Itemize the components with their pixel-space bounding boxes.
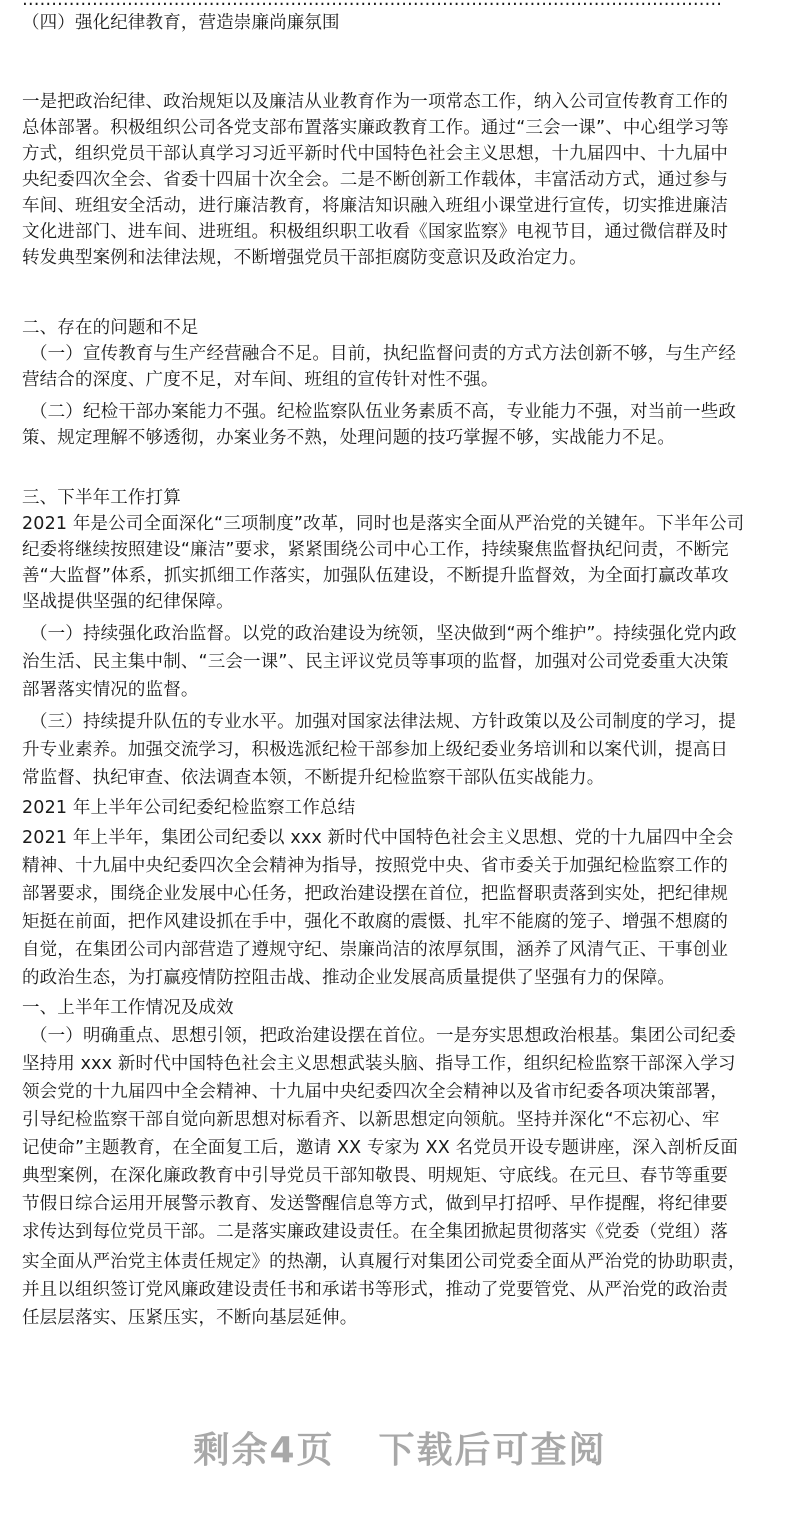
remaining-pages-banner[interactable]	[0, 1422, 800, 1473]
download-to-view-label: 下载后可查阅	[378, 1430, 607, 1471]
remaining-pages-label: 剩余4页	[193, 1430, 335, 1471]
paragraph-line: 文化进部门、进车间、进班组。积极组织职工收看《国家监察》电视节目，通过微信群及时	[22, 222, 728, 242]
document-title: 2021 年上半年公司纪委纪检监察工作总结	[22, 798, 356, 818]
paragraph-line: 节假日综合运用开展警示教育、发送警醒信息等方式，做到早打招呼、早作提醒，将纪律要	[22, 1194, 728, 1214]
paragraph-line: 的政治生态，为打赢疫情防控阻击战、推动企业发展高质量提供了坚强有力的保障。	[22, 968, 676, 988]
section-heading: 三、下半年工作打算	[22, 488, 181, 508]
paragraph-line: 任层层落实、压紧压实，不断向基层延伸。	[22, 1308, 358, 1328]
paragraph-line: 领会党的十九届四中全会精神、十九届中央纪委四次全会精神以及省市纪委各项决策部署，	[22, 1082, 728, 1102]
paragraph-line: （一）持续强化政治监督。以党的政治建设为统领，坚决做到“两个维护”。持续强化党内政	[30, 624, 737, 644]
paragraph-line: 矩挺在前面，把作风建设抓在手中，强化不敢腐的震慑、扎牢不能腐的笼子、增强不想腐的	[22, 912, 728, 932]
paragraph-line: （二）纪检干部办案能力不强。纪检监察队伍业务素质不高，专业能力不强，对当前一些政	[30, 402, 736, 422]
paragraph-line: 央纪委四次全会、省委十四届十次全会。二是不断创新工作载体，丰富活动方式，通过参与	[22, 170, 728, 190]
paragraph-line: 精神、十九届中央纪委四次全会精神为指导，按照党中央、省市委关于加强纪检监察工作的	[22, 856, 728, 876]
paragraph-line: 2021 年是公司全面深化“三项制度”改革，同时也是落实全面从严治党的关键年。下半年公司	[22, 514, 745, 534]
paragraph-line: 部署落实情况的监督。	[22, 680, 199, 700]
section-heading: 一、上半年工作情况及成效	[22, 998, 234, 1018]
paragraph-line: （三）持续提升队伍的专业水平。加强对国家法律法规、方针政策以及公司制度的学习，提	[30, 712, 736, 732]
paragraph-line: 车间、班组安全活动，进行廉洁教育，将廉洁知识融入班组小课堂进行宣传，切实推进廉洁	[22, 196, 728, 216]
paragraph-line: 坚持用 xxx 新时代中国特色社会主义思想武装头脑、指导工作，组织纪检监察干部深入学习	[22, 1054, 736, 1074]
paragraph-line: 治生活、民主集中制、“三会一课”、民主评议党员等事项的监督，加强对公司党委重大决策	[22, 652, 729, 672]
paragraph-line: 常监督、执纪审查、依法调查本领，不断提升纪检监察干部队伍实战能力。	[22, 768, 605, 788]
paragraph-line: 记使命”主题教育，在全面复工后，邀请 XX 专家为 XX 名党员开设专题讲座，深入剖析反面	[22, 1138, 739, 1158]
paragraph-line: 实全面从严治党主体责任规定》的热潮，认真履行对集团公司党委全面从严治党的协助职责，	[22, 1252, 746, 1272]
paragraph-line: 转发典型案例和法律法规，不断增强党员干部拒腐防变意识及政治定力。	[22, 248, 587, 268]
section-heading: 二、存在的问题和不足	[22, 318, 199, 338]
paragraph-line: 自觉，在集团公司内部营造了遵规守纪、崇廉尚洁的浓厚氛围，涵养了风清气正、干事创业	[22, 940, 728, 960]
paragraph-line: 策、规定理解不够透彻，办案业务不熟，处理问题的技巧掌握不够，实战能力不足。	[22, 428, 676, 448]
paragraph-line: 总体部署。积极组织公司各党支部布置落实廉政教育工作。通过“三会一课”、中心组学习等	[22, 118, 729, 138]
paragraph-line: 纪委将继续按照建设“廉洁”要求，紧紧围绕公司中心工作，持续聚焦监督执纪问责，不断完	[22, 540, 729, 560]
paragraph-line: 营结合的深度、广度不足，对车间、班组的宣传针对性不强。	[22, 370, 499, 390]
paragraph-line: 2021 年上半年，集团公司纪委以 xxx 新时代中国特色社会主义思想、党的十九届四中全会	[22, 828, 734, 848]
paragraph-line: 善“大监督”体系，抓实抓细工作落实，加强队伍建设，不断提升监督效，为全面打赢改革攻	[22, 566, 729, 586]
paragraph-line: 典型案例，在深化廉政教育中引导党员干部知敬畏、明规矩、守底线。在元旦、春节等重要	[22, 1166, 728, 1186]
section-heading: （四）强化纪律教育，营造崇廉尚廉氛围	[22, 13, 340, 33]
paragraph-line: （一）宣传教育与生产经营融合不足。目前，执纪监督问责的方式方法创新不够，与生产经	[30, 344, 736, 364]
paragraph-line: 一是把政治纪律、政治规矩以及廉洁从业教育作为一项常态工作，纳入公司宣传教育工作的	[22, 92, 728, 112]
paragraph-line: 坚战提供坚强的纪律保障。	[22, 592, 234, 612]
paragraph-line: 部署要求，围绕企业发展中心任务，把政治建设摆在首位，把监督职责落到实处，把纪律规	[22, 884, 728, 904]
paragraph-line: （一）明确重点、思想引领，把政治建设摆在首位。一是夯实思想政治根基。集团公司纪委	[30, 1026, 736, 1046]
paragraph-line: 升专业素养。加强交流学习，积极选派纪检干部参加上级纪委业务培训和以案代训，提高日	[22, 740, 728, 760]
paragraph-line: 方式，组织党员干部认真学习习近平新时代中国特色社会主义思想，十九届四中、十九届中	[22, 144, 728, 164]
cut-off-text-line: …………………………………………………………………………………………………………	[22, 0, 722, 10]
paragraph-line: 引导纪检监察干部自觉向新思想对标看齐、以新思想定向领航。坚持并深化“不忘初心、牢	[22, 1110, 720, 1130]
paragraph-line: 求传达到每位党员干部。二是落实廉政建设责任。在全集团掀起贯彻落实《党委（党组）落	[22, 1222, 728, 1242]
paragraph-line: 并且以组织签订党风廉政建设责任书和承诺书等形式，推动了党要管党、从严治党的政治责	[22, 1280, 728, 1300]
